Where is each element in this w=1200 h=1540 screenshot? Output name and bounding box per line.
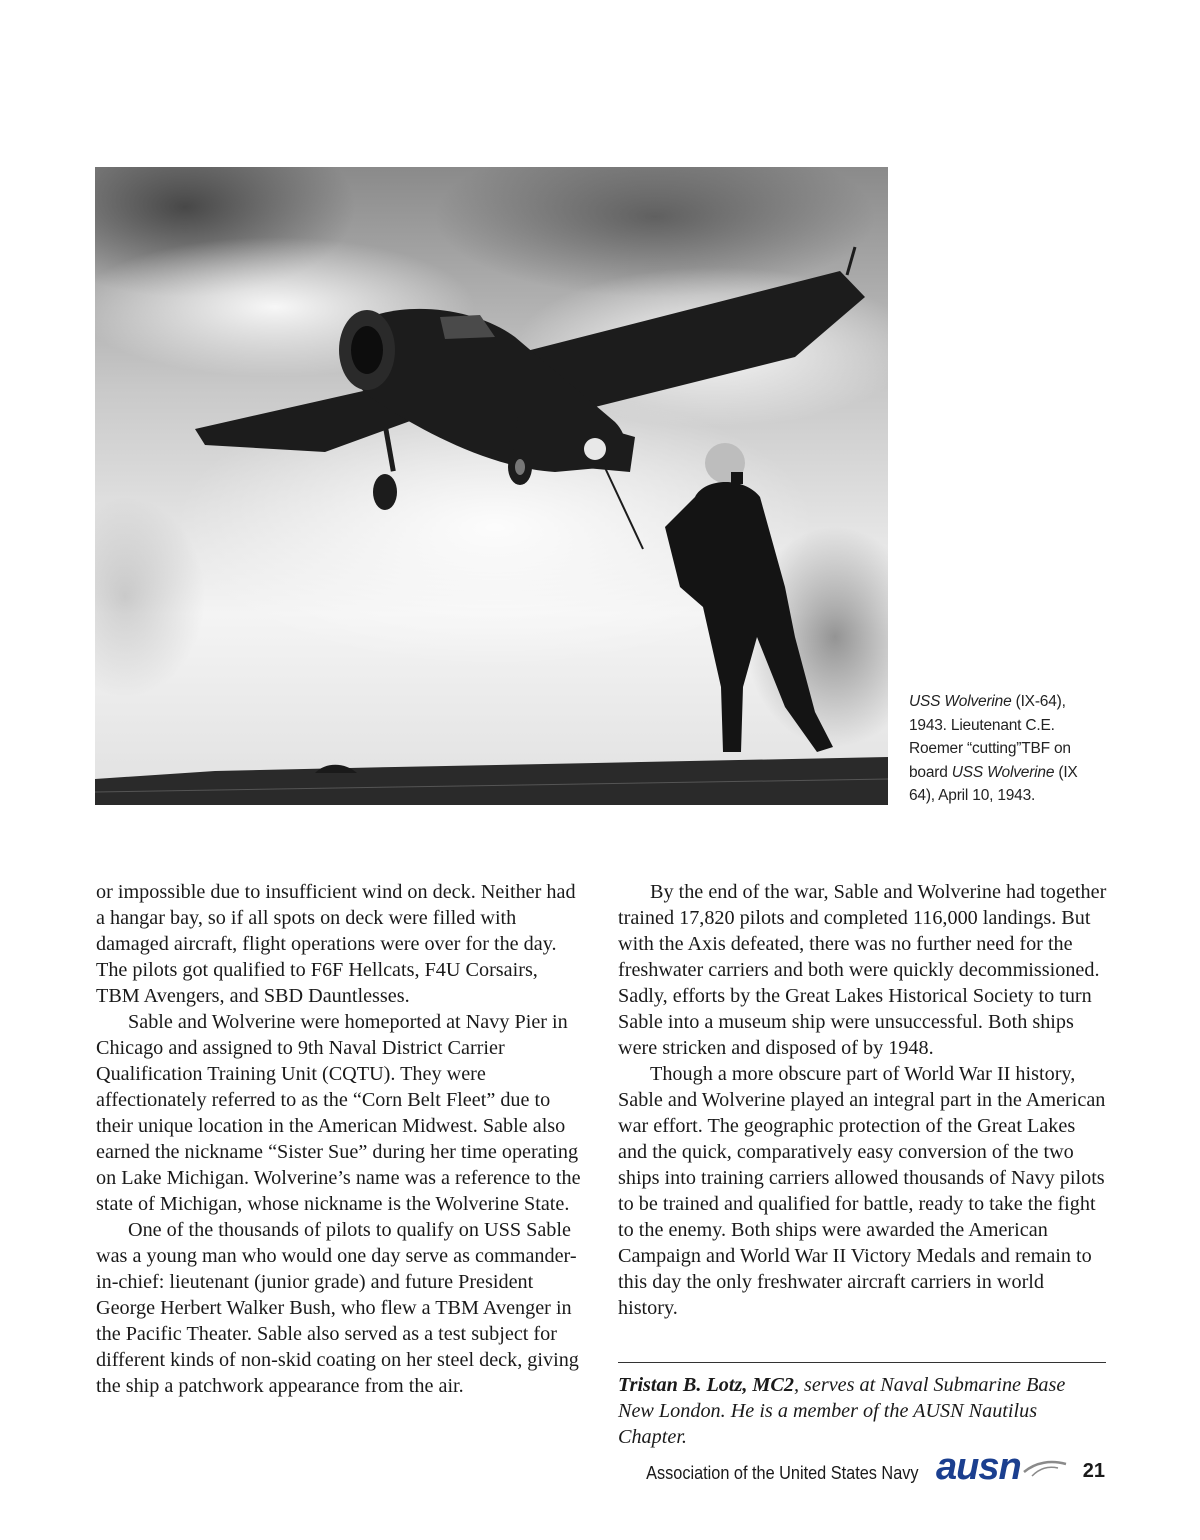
- bio-divider: [618, 1362, 1106, 1363]
- author-name: Tristan B. Lotz, MC2: [618, 1374, 794, 1396]
- photo-illustration: [95, 167, 888, 805]
- right-column: [618, 879, 1108, 1321]
- body-paragraph: One of the thousands of pilots to qualify on USS Sable was a young man who would one day serve as commander-in-chief: lieutenant (junior grade) and future President George Herbert Walker Bush, who flew a TBM Avenger in the Pacific Theater. Sable also served as a test subject for different kinds of non-skid coating on her steel deck, giving the ship a patchwork appearance from the air.: [96, 1219, 579, 1397]
- author-bio-text: , serves at Naval Submarine Base New London. He is a member of the AUSN Nautilus Chapter.: [618, 1374, 1066, 1448]
- page-number: 21: [1082, 1460, 1105, 1482]
- author-bio: [618, 1372, 1106, 1450]
- caption-text: (IX 64), April 10, 1943.: [909, 763, 1078, 804]
- body-paragraph: Sable and Wolverine were homeported at Navy Pier in Chicago and assigned to 9th Naval District Carrier Qualification Training Unit (CQTU). They were affectionately referred to as the “Corn Belt Fleet” due to their unique location in the American Midwest. Sable also earned the nickname “Sister Sue” during her time operating on Lake Michigan. Wolverine’s name was a reference to the state of Michigan, whose nickname is the Wolverine State.: [96, 1011, 581, 1215]
- left-column: [96, 879, 586, 1399]
- footer-organization: Association of the United States Navy: [646, 1462, 919, 1483]
- photo-caption: [909, 690, 1099, 808]
- caption-ship-name: USS Wolverine: [951, 763, 1055, 781]
- caption-ship-name: USS Wolverine: [909, 693, 1012, 710]
- body-paragraph: By the end of the war, Sable and Wolverine had together trained 17,820 pilots and completed 116,000 landings. But with the Axis defeated, there was no further need for the freshwater carriers and both were quickly decommissioned. Sadly, efforts by the Great Lakes Historical Society to turn Sable into a museum ship were unsuccessful. Both ships were stricken and disposed of by 1948.: [618, 881, 1107, 1059]
- logo-swoosh-icon: [936, 1450, 1071, 1490]
- caption-text: (IX-64), 1943. Lieutenant C.E. Roemer “cutting”TBF on board: [909, 693, 1071, 781]
- page-footer: [600, 1446, 1105, 1498]
- body-paragraph: or impossible due to insufficient wind on deck. Neither had a hangar bay, so if all spots on deck were filled with damaged aircraft, flight operations were over for the day. The pilots got qualified to F6F Hellcats, F4U Corsairs, TBM Avengers, and SBD Dauntlesses.: [96, 881, 576, 1007]
- body-paragraph: Though a more obscure part of World War II history, Sable and Wolverine played an integral part in the American war effort. The geographic protection of the Great Lakes and the quick, comparatively easy conversion of the two ships into training carriers allowed thousands of Navy pilots to be trained and qualified for battle, ready to take the fight to the enemy. Both ships were awarded the American Campaign and World War II Victory Medals and remain to this day the only freshwater aircraft carriers in world history.: [618, 1063, 1106, 1319]
- ausn-logo: [936, 1446, 1071, 1490]
- logo-wordmark: ausn: [936, 1446, 1021, 1488]
- aircraft-landing-photo: [95, 167, 888, 805]
